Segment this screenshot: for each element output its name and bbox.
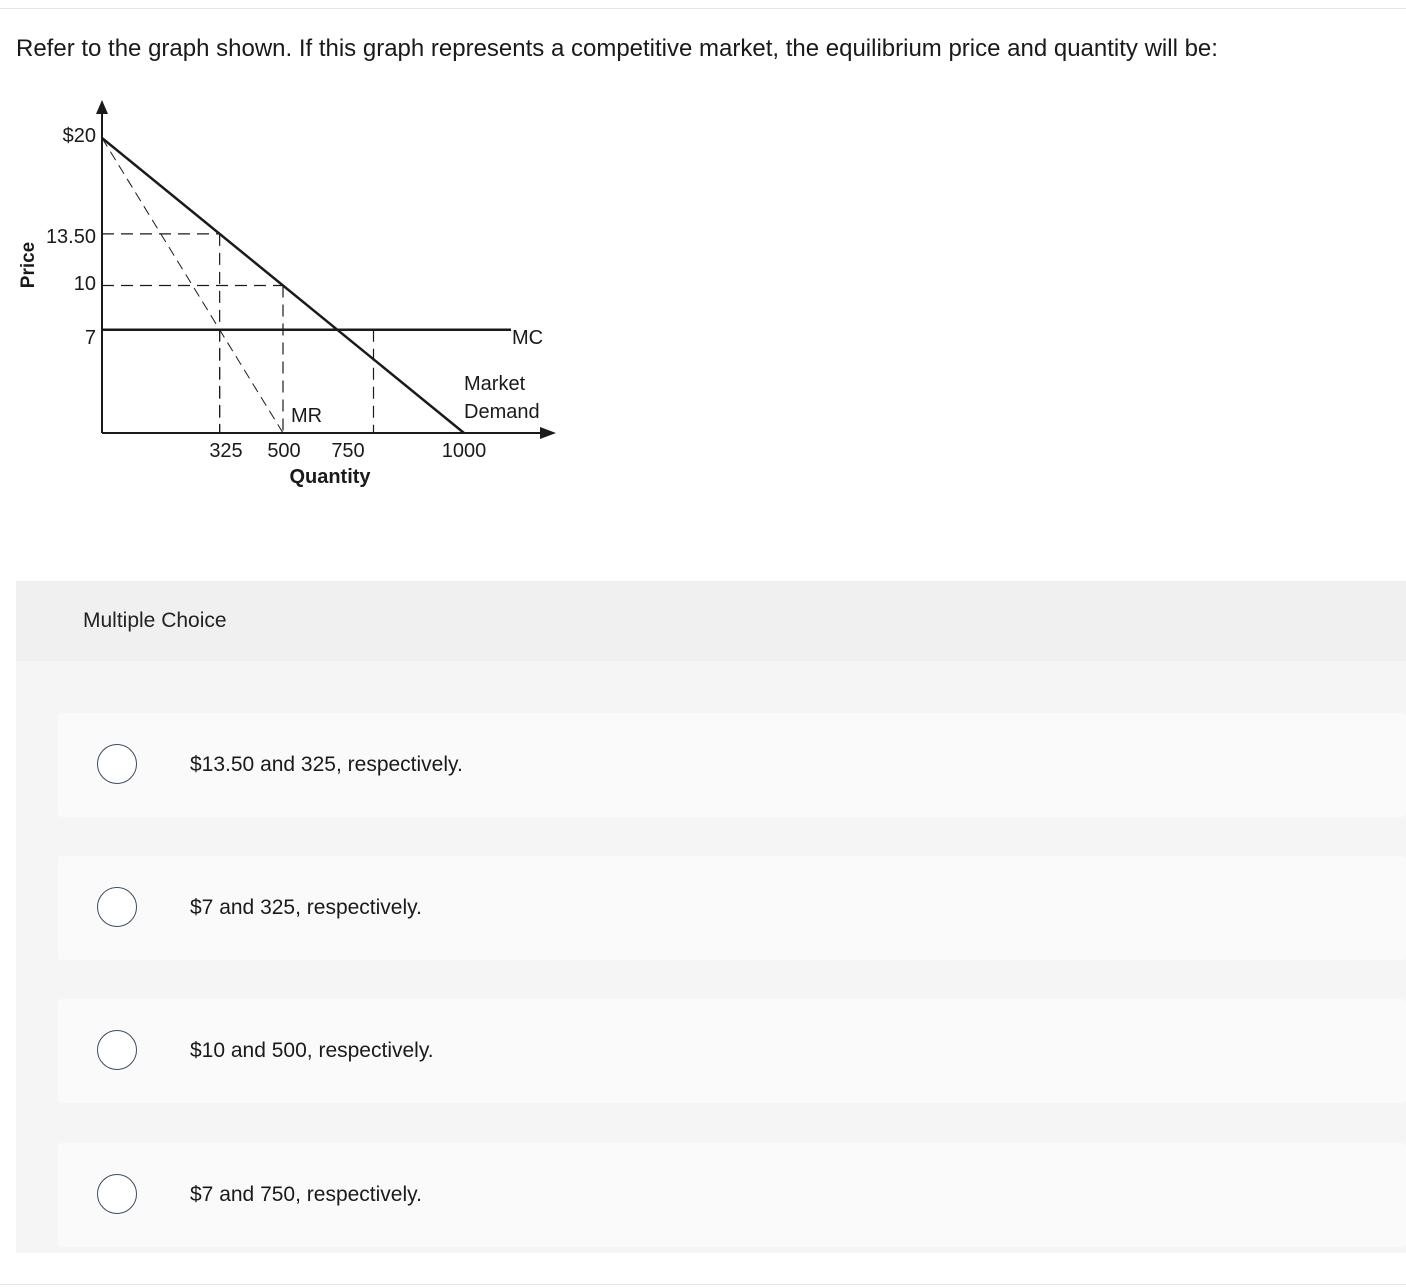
guide-lines bbox=[102, 234, 374, 433]
x-axis-title: Quantity bbox=[289, 466, 371, 488]
answer-option[interactable] bbox=[58, 856, 1406, 960]
radio-button[interactable] bbox=[97, 887, 137, 927]
x-axis-arrow bbox=[540, 427, 556, 439]
answer-option-label: $13.50 and 325, respectively. bbox=[190, 753, 463, 776]
y-axis-arrow bbox=[96, 100, 108, 114]
y-tick-label-10: 10 bbox=[73, 273, 96, 295]
answer-option[interactable] bbox=[58, 999, 1406, 1103]
y-tick-label-13-50: 13.50 bbox=[45, 226, 96, 248]
mr-label: MR bbox=[291, 405, 323, 427]
mc-label: MC bbox=[512, 327, 544, 349]
x-tick-label-750: 750 bbox=[331, 440, 365, 462]
x-tick-label-500: 500 bbox=[267, 440, 301, 462]
answer-option-label: $7 and 325, respectively. bbox=[190, 896, 422, 919]
market-demand-label-line1: Market bbox=[464, 373, 526, 395]
y-tick-label-20: $20 bbox=[62, 125, 96, 147]
x-tick-label-1000: 1000 bbox=[441, 440, 487, 462]
question-text: Refer to the graph shown. If this graph represents a competitive market, the equilibrium price and quantity will be: bbox=[16, 35, 1218, 62]
answer-option[interactable] bbox=[58, 1143, 1406, 1247]
market-demand-label-line2: Demand bbox=[464, 401, 540, 423]
top-divider bbox=[0, 8, 1406, 9]
economics-graph bbox=[0, 90, 600, 510]
bottom-divider bbox=[0, 1284, 1406, 1285]
multiple-choice-panel bbox=[16, 581, 1406, 1253]
multiple-choice-header bbox=[16, 581, 1406, 661]
y-axis-title: Price bbox=[18, 241, 39, 289]
answer-option-label: $10 and 500, respectively. bbox=[190, 1039, 434, 1062]
radio-button[interactable] bbox=[97, 1030, 137, 1070]
y-tick-label-7: 7 bbox=[84, 327, 96, 349]
answer-option[interactable] bbox=[58, 713, 1406, 817]
x-tick-label-325: 325 bbox=[209, 440, 243, 462]
answer-option-label: $7 and 750, respectively. bbox=[190, 1183, 422, 1206]
radio-button[interactable] bbox=[97, 1174, 137, 1214]
radio-button[interactable] bbox=[97, 744, 137, 784]
multiple-choice-title: Multiple Choice bbox=[83, 609, 227, 632]
